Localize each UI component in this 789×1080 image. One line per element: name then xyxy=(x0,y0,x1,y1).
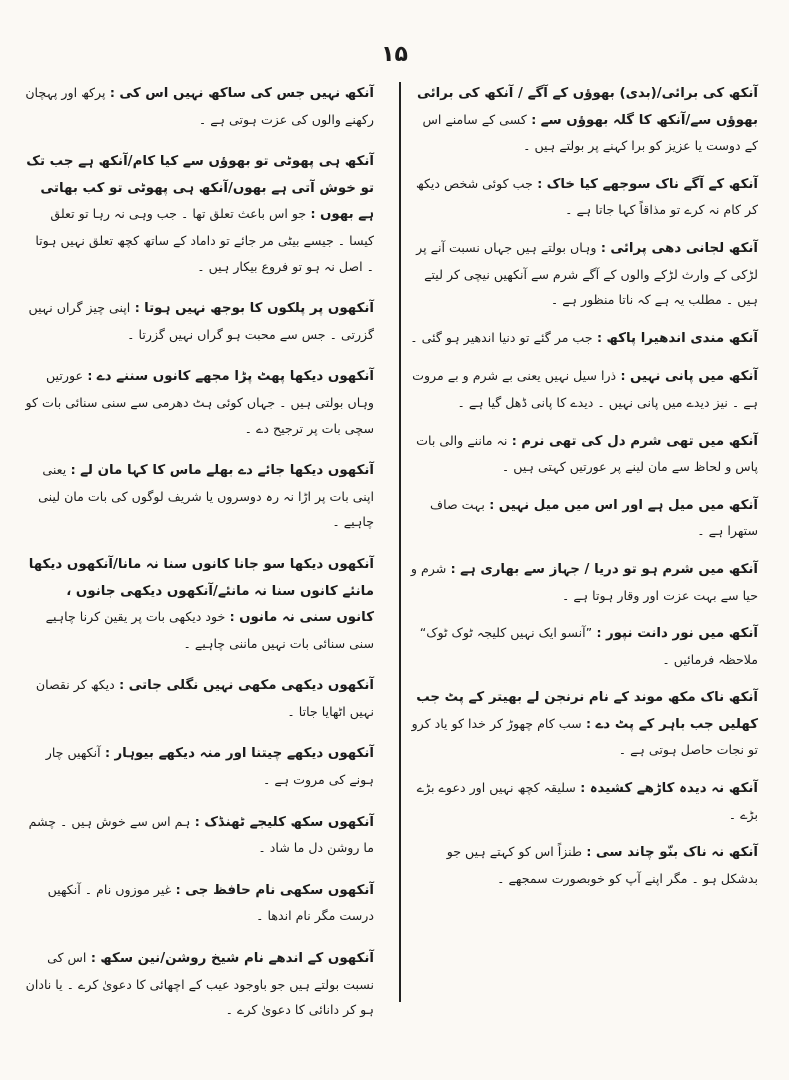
entry-definition: جب کوئی شخص دیکھ کر کام نہ کرے تو مذاقاً کہا جاتا ہے ۔ xyxy=(416,175,758,218)
entry-headword: آنکھوں دیکھا پھٹ پڑا مجھے کانوں سننے دے xyxy=(96,369,374,385)
entry: آنکھ لجانی دھی پرائی : وہاں بولتے ہیں جہاں نسبت آنے پر لڑکی کے وارث لڑکے والوں کے آگے شرم سے آنکھیں نیچی کر لیتے ہیں ۔ مطلب یہ ہے کہ ناتا منظور ہے ۔ xyxy=(416,239,758,308)
left-column xyxy=(24,80,374,1039)
entry-headword: آنکھ میں تھی شرم دل کی تھی نرم xyxy=(521,433,758,449)
entry-definition: ”آنسو ایک نہیں کلیجہ ٹوک ٹوک“ ملاحظہ فرمائیں ۔ xyxy=(419,625,758,667)
entry-definition: نہ ماننے والی بات پاس و لحاظ سے مان لینے پر عورتیں کہتی ہیں ۔ xyxy=(416,432,758,475)
entry-definition: غیر موزوں نام ۔ آنکھیں درست مگر نام اندھا ۔ xyxy=(47,881,374,924)
entry: آنکھوں سکھی نام حافظ جی : غیر موزوں نام ۔ آنکھیں درست مگر نام اندھا ۔ xyxy=(47,881,374,924)
entry: آنکھ میں نور دانت نپور : ”آنسو ایک نہیں کلیجہ ٹوک ٹوک“ ملاحظہ فرمائیں ۔ xyxy=(419,625,758,667)
entry: آنکھوں دیکھے چیتنا اور منہ دیکھے بیوہار : آنکھیں چار ہونے کی مروت ہے ۔ xyxy=(45,745,374,788)
entry: آنکھ میں شرم ہو تو دریا / جہاز سے بھاری ہے : شرم و حیا سے بہت عزت اور وقار ہوتا ہے ۔ xyxy=(410,560,758,603)
entry: آنکھوں دیکھا پھٹ پڑا مجھے کانوں سننے دے : عورتیں وہاں بولتی ہیں ۔ جہاں کوئی ہٹ دھرمی سے سنی سنائی بات کو سچی بات پر ترجیح دے ۔ xyxy=(25,368,374,436)
entry-headword: آنکھ کے آگے ناک سوجھے کیا خاک xyxy=(546,176,758,192)
entry-definition: اس کی نسبت بولتے ہیں جو باوجود عیب کے اچھائی کا دعویٰ کرے ۔ یا نادان ہو کر دانائی کا دعویٰ کرے ۔ xyxy=(25,950,374,1018)
entry-headword: آنکھ مندی اندھیرا پاکھ xyxy=(606,330,758,346)
entry: آنکھوں کے اندھے نام شیخ روشن/نین ‌‌سکھ : اس کی نسبت بولتے ہیں جو باوجود عیب کے اچھائی کا دعویٰ کرے ۔ یا نادان ہو کر دانائی کا دعویٰ کرے ۔ xyxy=(25,950,374,1018)
entry-headword: آنکھ نہ ناک بنّو چاند سی xyxy=(595,845,758,861)
entry-headword: آنکھوں پر پلکوں کا بوجھ نہیں ہوتا xyxy=(144,301,374,317)
entry-headword: آنکھوں سکھی نام حافظ جی xyxy=(185,882,374,898)
entry-definition: سلیقہ کچھ نہیں اور دعوے بڑے بڑے ۔ xyxy=(416,780,758,822)
entry-headword: آنکھوں کے اندھے نام شیخ روشن/نین ‌‌سکھ xyxy=(100,951,374,967)
entry: آنکھ ناک مکھ موند کے نام نرنجن لے بھیتر کے پٹ جب کھلیں جب باہر کے پٹ دے : سب کام چھوڑ کر خدا کو یاد کرو تو نجات حاصل ہوتی ہے ۔ xyxy=(411,690,758,758)
entry-headword: آنکھ نہیں جس کی ساکھ نہیں اس کی xyxy=(119,86,374,101)
entry-headword: آنکھ میں پانی نہیں xyxy=(629,369,758,385)
entry-definition: پرکھ اور پہچان رکھنے والوں کی عزت ہوتی ہے ۔ xyxy=(25,85,374,127)
entry: آنکھ نہ ناک بنّو چاند سی : طنزاً اس کو کہتے ہیں جو بدشکل ہو ۔ مگر اپنے آپ کو خوبصورت سمجھے ۔ xyxy=(446,844,758,886)
entry-headword: آنکھ ہی پھوٹی تو بھوؤں سے کیا کام/آنکھ ہے جب تک تو خوش آتی ہے بھوں/آنکھ ہی پھوٹی تو کب بھاتی ہے بھوں xyxy=(26,154,374,223)
entry-definition: جو اس باعث تعلق تھا ۔ جب وہی نہ رہا تو تعلق کیسا ۔ جیسے بیٹی مر جائے تو داماد کے ساتھ کچھ تعلق نہیں ہوتا ۔ اصل نہ ہو تو فروع بیکار ہیں ۔ xyxy=(35,206,374,274)
entry-definition: اپنی چیز گراں نہیں گزرتی ۔ جس سے محبت ہو گراں نہیں گزرتا ۔ xyxy=(28,300,374,342)
entry-headword: آنکھوں دیکھا جائے دے بھلے ماس کا کہا مان لے xyxy=(80,463,374,479)
entry-definition: طنزاً اس کو کہتے ہیں جو بدشکل ہو ۔ مگر اپنے آپ کو خوبصورت سمجھے ۔ xyxy=(446,844,758,886)
entry: آنکھوں دیکھی مکھی نہیں نگلی جاتی : دیکھ کر نقصان نہیں اٹھایا جاتا ۔ xyxy=(35,677,374,719)
entry-headword: آنکھوں سکھ کلیجے ٹھنڈک xyxy=(204,814,374,830)
entry-headword: آنکھ میں شرم ہو تو دریا / جہاز سے بھاری ہے xyxy=(460,561,758,577)
entry-definition: ذرا سیل نہیں یعنی بے شرم و بے مروت ہے ۔ نیز دیدے میں پانی نہیں ۔ دیدے کا پانی ڈھل گیا ہے ۔ xyxy=(412,368,758,410)
entry-definition: جب مر گئے تو دنیا اندھیر ہو گئی ۔ xyxy=(410,329,593,345)
entry-definition: بہت صاف ستھرا ہے ۔ xyxy=(430,496,758,539)
entry-headword: آنکھ میں میل ہے اور اس میں میل نہیں xyxy=(498,497,758,513)
entry-headword: آنکھوں دیکھے چیتنا اور منہ دیکھے بیوہار xyxy=(114,746,374,762)
entry: آنکھ کے آگے ناک سوجھے کیا خاک : جب کوئی شخص دیکھ کر کام نہ کرے تو مذاقاً کہا جاتا ہے ۔ xyxy=(416,175,758,218)
entry: آنکھ ہی پھوٹی تو بھوؤں سے کیا کام/آنکھ ہے جب تک تو خوش آتی ہے بھوں/آنکھ ہی پھوٹی تو کب بھاتی ہے بھوں : جو اس باعث تعلق تھا ۔ جب وہی نہ رہا تو تعلق کیسا ۔ جیسے بیٹی مر جائے تو داماد کے ساتھ کچھ تعلق نہیں ہوتا ۔ اصل نہ ہو تو فروع بیکار ہیں ۔ xyxy=(26,154,374,274)
entry: آنکھوں دیکھا سو جانا کانوں سنا نہ مانا/آنکھوں دیکھا مانئے کانوں سنا نہ مانئے/آنکھوں دیکھی جانوں ، کانوں سنی نہ مانوں : خود دیکھی بات پر یقین کرنا چاہیے سنی سنائی بات نہیں ماننی چاہیے ۔ xyxy=(28,556,374,651)
entry: آنکھ میں تھی شرم دل کی تھی نرم : نہ ماننے والی بات پاس و لحاظ سے مان لینے پر عورتیں کہتی ہیں ۔ xyxy=(416,432,758,475)
entry: آنکھوں دیکھا جائے دے بھلے ماس کا کہا مان لے : یعنی اپنی بات پر اڑا نہ رہ دوسروں یا شریف لوگوں کی بات مان لینی چاہیے ۔ xyxy=(38,462,374,530)
entry: آنکھ میں پانی نہیں : ذرا سیل نہیں یعنی بے شرم و بے مروت ہے ۔ نیز دیدے میں پانی نہیں ۔ دیدے کا پانی ڈھل گیا ہے ۔ xyxy=(412,368,758,410)
entry-definition: آنکھیں چار ہونے کی مروت ہے ۔ xyxy=(45,745,374,788)
entry: آنکھ مندی اندھیرا پاکھ : جب مر گئے تو دنیا اندھیر ہو گئی ۔ xyxy=(410,329,758,346)
entry-headword: آنکھ میں نور دانت نپور xyxy=(605,626,758,642)
entry: آنکھوں پر پلکوں کا بوجھ نہیں ہوتا : اپنی چیز گراں نہیں گزرتی ۔ جس سے محبت ہو گراں نہیں گزرتا ۔ xyxy=(28,300,374,342)
entry-headword: آنکھ ناک مکھ موند کے نام نرنجن لے بھیتر کے پٹ جب کھلیں جب باہر کے پٹ دے xyxy=(416,690,758,732)
entry-definition: سب کام چھوڑ کر خدا کو یاد کرو تو نجات حاصل ہوتی ہے ۔ xyxy=(411,715,758,758)
right-column xyxy=(408,80,758,903)
entry-headword: آنکھ کی برائی/(بدی) بھوؤں کے آگے / آنکھ کی برائی بھوؤں سے/آنکھ کا گلہ بھوؤں سے xyxy=(417,86,758,128)
entry: آنکھ میں میل ہے اور اس میں میل نہیں : بہت صاف ستھرا ہے ۔ xyxy=(430,496,758,539)
entry-headword: آنکھ نہ دیدہ کاڑھے کشیدہ xyxy=(589,781,758,797)
entry-definition: ہم اس سے خوش ہیں ۔ چشم ما روشن دل ما شاد ۔ xyxy=(28,813,374,856)
column-divider xyxy=(399,82,401,1002)
entry-definition: شرم و حیا سے بہت عزت اور وقار ہوتا ہے ۔ xyxy=(410,560,758,603)
entry-headword: آنکھ لجانی دھی پرائی xyxy=(610,240,758,256)
entry-definition: وہاں بولتے ہیں جہاں نسبت آنے پر لڑکی کے وارث لڑکے والوں کے آگے شرم سے آنکھیں نیچی کر لیتے ہیں ۔ مطلب یہ ہے کہ ناتا منظور ہے ۔ xyxy=(416,239,758,308)
page-number: ۱۵ xyxy=(381,42,408,67)
entry: آنکھوں سکھ کلیجے ٹھنڈک : ہم اس سے خوش ہیں ۔ چشم ما روشن دل ما شاد ۔ xyxy=(28,813,374,856)
entry-headword: آنکھوں دیکھا سو جانا کانوں سنا نہ مانا/آنکھوں دیکھا مانئے کانوں سنا نہ مانئے/آنکھوں دیکھی جانوں ، کانوں سنی نہ مانوں xyxy=(28,556,374,626)
entry-definition: عورتیں وہاں بولتی ہیں ۔ جہاں کوئی ہٹ دھرمی سے سنی سنائی بات کو سچی بات پر ترجیح دے ۔ xyxy=(25,368,374,436)
entry-definition: خود دیکھی بات پر یقین کرنا چاہیے سنی سنائی بات نہیں ماننی چاہیے ۔ xyxy=(45,609,374,651)
entry: آنکھ نہیں جس کی ساکھ نہیں اس کی : پرکھ اور پہچان رکھنے والوں کی عزت ہوتی ہے ۔ xyxy=(25,85,374,127)
entry-definition: کسی کے سامنے اس کے دوست یا عزیز کو برا کہنے پر بولتے ہیں ۔ xyxy=(422,111,758,154)
entry: آنکھ نہ دیدہ کاڑھے کشیدہ : سلیقہ کچھ نہیں اور دعوے بڑے بڑے ۔ xyxy=(416,780,758,822)
entry: آنکھ کی برائی/(بدی) بھوؤں کے آگے / آنکھ کی برائی بھوؤں سے/آنکھ کا گلہ بھوؤں سے : کسی کے سامنے اس کے دوست یا عزیز کو برا کہنے پر بولتے ہیں ۔ xyxy=(417,86,758,154)
entry-definition: یعنی اپنی بات پر اڑا نہ رہ دوسروں یا شریف لوگوں کی بات مان لینی چاہیے ۔ xyxy=(38,462,374,530)
entry-definition: دیکھ کر نقصان نہیں اٹھایا جاتا ۔ xyxy=(35,677,374,719)
entry-headword: آنکھوں دیکھی مکھی نہیں نگلی جاتی xyxy=(128,678,374,694)
